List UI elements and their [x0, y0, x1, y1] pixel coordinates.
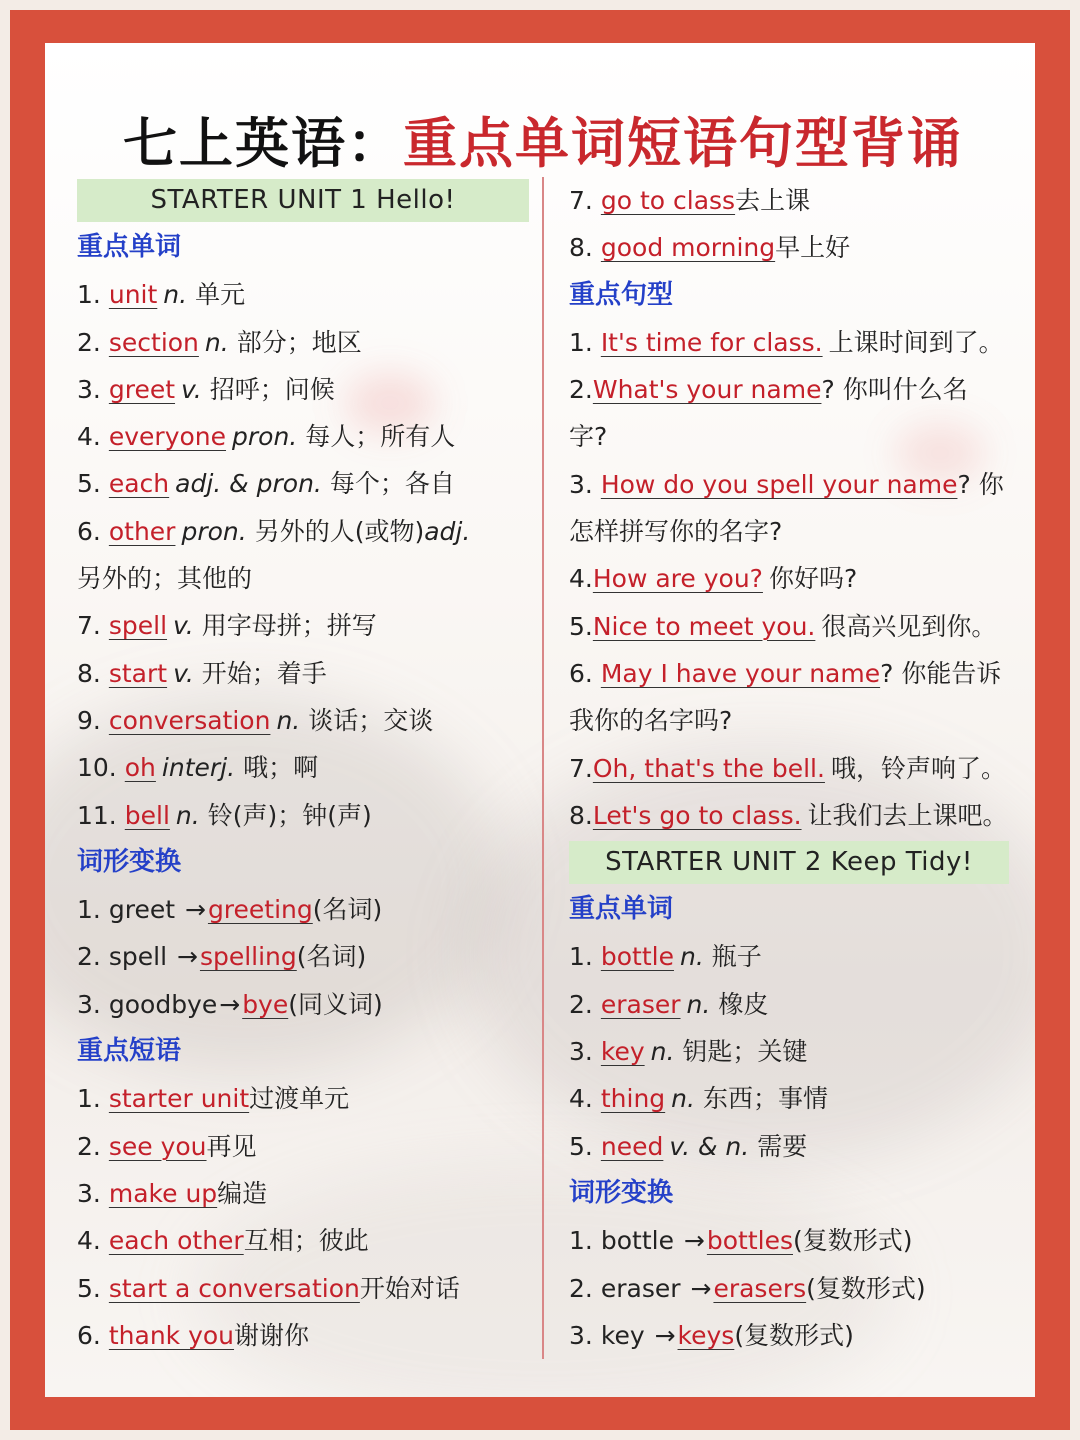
word-item: 10. oh interj. 哦；啊 [77, 753, 319, 783]
right-column [569, 177, 1009, 1359]
sentence-item-continued: 怎样拼写你的名字? [569, 517, 783, 547]
arrow-icon: → [219, 989, 241, 1019]
unit2-title: STARTER UNIT 2 Keep Tidy! [569, 841, 1009, 884]
unit1-title: STARTER UNIT 1 Hello! [77, 179, 529, 222]
form-item: 3. key →keys(复数形式) [569, 1320, 854, 1350]
content-card [42, 40, 1038, 1400]
arrow-icon: → [683, 1226, 705, 1256]
sentence-item: 2.What's your name? 你叫什么名 [569, 375, 968, 405]
heading-key-words: 重点单词 [77, 232, 182, 262]
sentence-item: 7.Oh, that's the bell. 哦，铃声响了。 [569, 753, 1006, 783]
form-item: 1. greet →greeting(名词) [77, 895, 383, 925]
phrase-item: 3. make up编造 [77, 1178, 268, 1208]
word-item: 2. section n. 部分；地区 [77, 327, 362, 357]
word-item: 5. need v. & n. 需要 [569, 1131, 808, 1161]
heading-word-forms: 词形变换 [77, 846, 182, 877]
sentence-item: 8.Let's go to class. 让我们去上课吧。 [569, 800, 1008, 830]
arrow-icon: → [176, 942, 198, 972]
heading-key-phrases: 重点短语 [77, 1036, 182, 1067]
arrow-icon: → [654, 1320, 676, 1350]
sentence-item-continued: 字? [569, 422, 608, 452]
word-item-continued: 另外的；其他的 [77, 564, 253, 594]
title-main: 重点单词短语句型背诵 [403, 112, 963, 175]
word-item: 7. spell v. 用字母拼；拼写 [77, 611, 377, 641]
phrase-item: 8. good morning早上好 [569, 233, 851, 263]
page-title [45, 101, 1038, 178]
title-prefix: 七上英语： [123, 112, 403, 175]
phrase-item: 2. see you再见 [77, 1131, 257, 1161]
word-item: 3. greet v. 招呼；问候 [77, 374, 335, 404]
sentence-item: 4.How are you? 你好吗? [569, 564, 858, 594]
word-item: 3. key n. 钥匙；关键 [569, 1037, 808, 1067]
sentence-item: 1. It's time for class. 上课时间到了。 [569, 327, 1004, 357]
word-item: 5. each adj. & pron. 每个；各自 [77, 469, 455, 499]
word-item: 6. other pron. 另外的人(或物)adj. [77, 516, 471, 546]
word-item: 1. unit n. 单元 [77, 280, 246, 310]
phrase-item: 7. go to class去上课 [569, 186, 811, 215]
arrow-icon: → [184, 895, 206, 925]
heading-key-words: 重点单词 [569, 894, 674, 925]
word-item: 4. everyone pron. 每人；所有人 [77, 422, 456, 452]
word-item: 1. bottle n. 瓶子 [569, 942, 762, 972]
phrase-item: 4. each other互相；彼此 [77, 1226, 369, 1256]
word-item: 11. bell n. 铃(声)；钟(声) [77, 800, 372, 830]
sentence-item-continued: 我你的名字吗? [569, 706, 733, 736]
form-item: 2. eraser →erasers(复数形式) [569, 1273, 926, 1303]
sentence-item: 3. How do you spell your name? 你 [569, 469, 1004, 499]
arrow-icon: → [690, 1273, 712, 1303]
phrase-item: 6. thank you谢谢你 [77, 1320, 310, 1350]
word-item: 9. conversation n. 谈话；交谈 [77, 705, 434, 735]
phrase-item: 1. starter unit过渡单元 [77, 1084, 350, 1114]
word-item: 4. thing n. 东西；事情 [569, 1084, 828, 1114]
left-column [77, 177, 529, 1359]
form-item: 1. bottle →bottles(复数形式) [569, 1226, 913, 1256]
sentence-item: 6. May I have your name? 你能告诉 [569, 658, 1002, 688]
form-item: 2. spell →spelling(名词) [77, 942, 367, 972]
column-divider [542, 177, 544, 1359]
heading-word-forms: 词形变换 [569, 1177, 674, 1208]
phrase-item: 5. start a conversation开始对话 [77, 1273, 460, 1303]
word-item: 8. start v. 开始；着手 [77, 658, 327, 688]
word-item: 2. eraser n. 橡皮 [569, 989, 769, 1019]
heading-key-sentences: 重点句型 [569, 279, 674, 310]
form-item: 3. goodbye→bye(同义词) [77, 989, 383, 1019]
sentence-item: 5.Nice to meet you. 很高兴见到你。 [569, 611, 997, 641]
